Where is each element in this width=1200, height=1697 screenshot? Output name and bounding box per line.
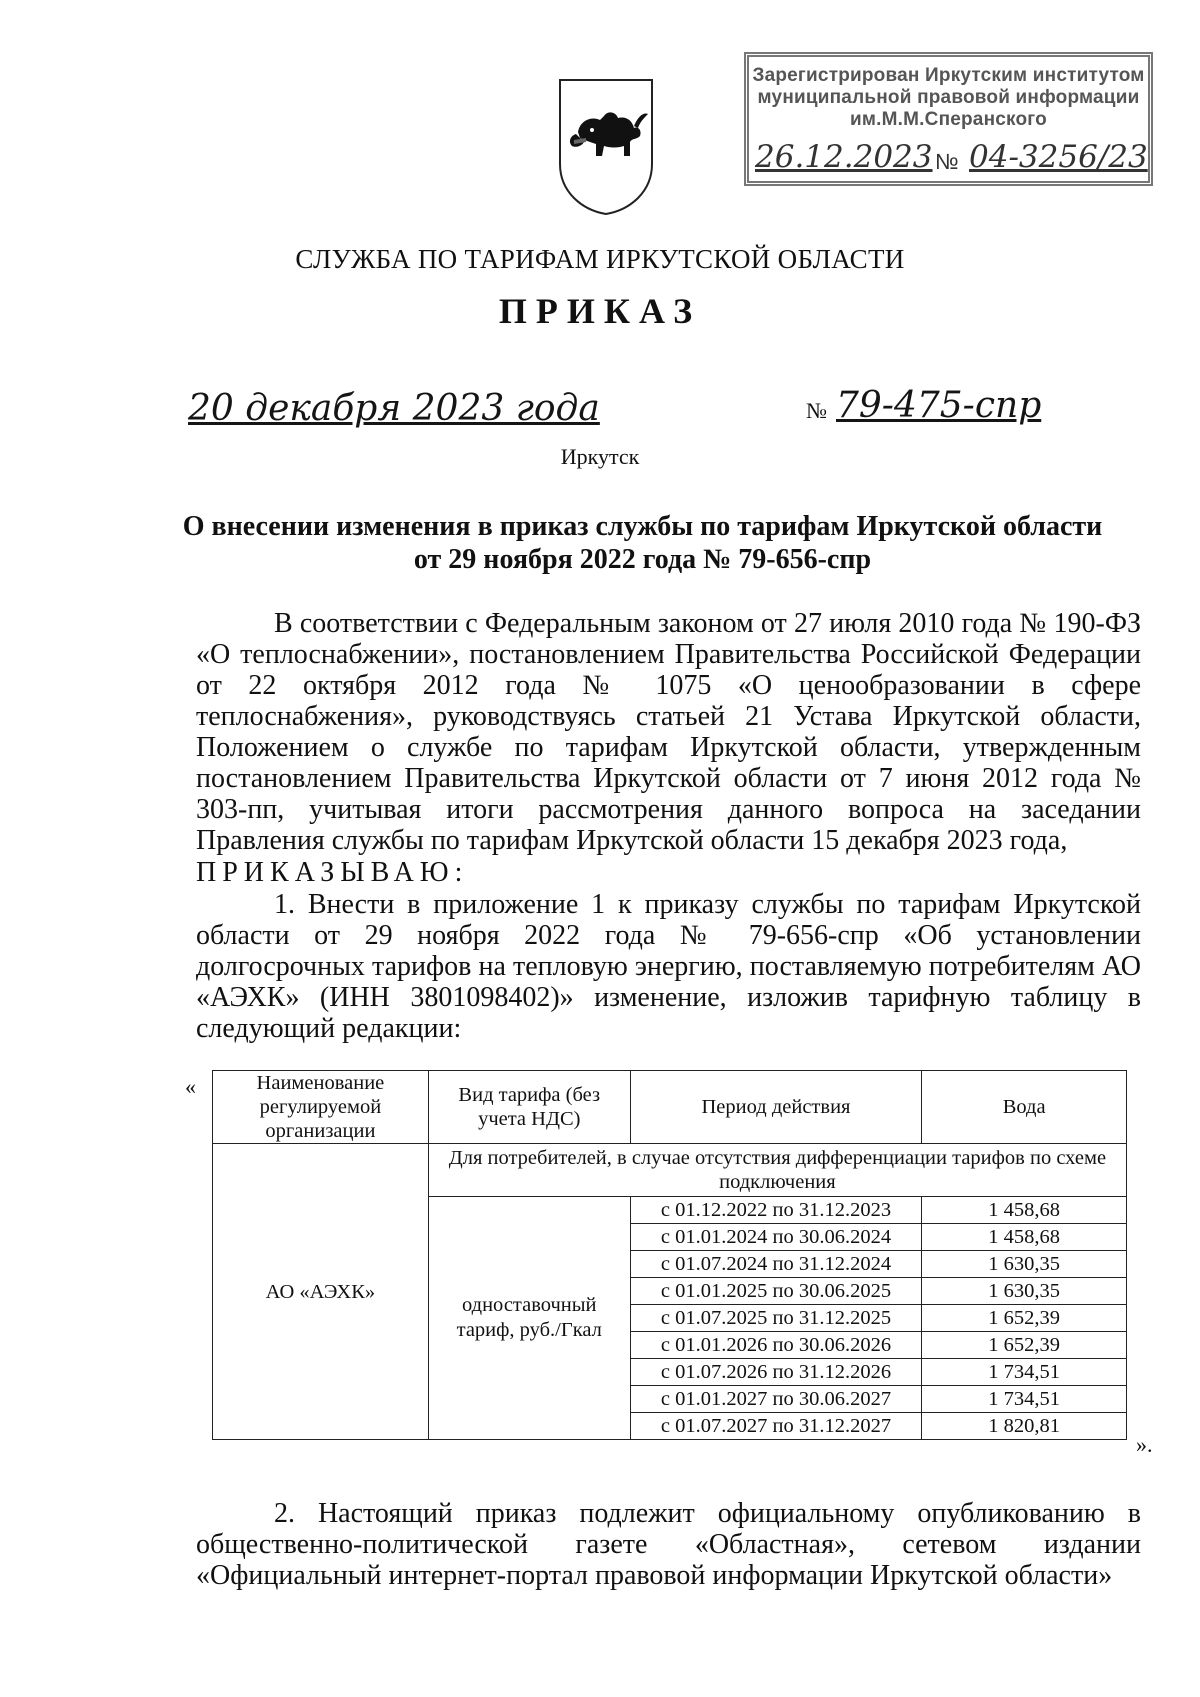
registration-stamp <box>744 52 1153 186</box>
value-cell: 1 734,51 <box>922 1359 1127 1386</box>
period-cell: с 01.07.2027 по 31.12.2027 <box>630 1413 922 1440</box>
coat-of-arms-emblem <box>556 76 656 216</box>
order-word: ПРИКАЗЫВАЮ: <box>196 857 469 888</box>
period-cell: с 01.07.2026 по 31.12.2026 <box>630 1359 922 1386</box>
period-cell: с 01.01.2025 по 30.06.2025 <box>630 1278 922 1305</box>
value-cell: 1 734,51 <box>922 1386 1127 1413</box>
agency-name: СЛУЖБА ПО ТАРИФАМ ИРКУТСКОЙ ОБЛАСТИ <box>295 244 905 274</box>
stamp-number: 04-3256/23 <box>969 139 1148 175</box>
value-cell: 1 630,35 <box>922 1278 1127 1305</box>
order-date: 20 декабря 2023 года <box>188 388 600 429</box>
header-org: Наименование регулируемой организации <box>213 1071 429 1144</box>
value-cell: 1 630,35 <box>922 1251 1127 1278</box>
period-cell: с 01.01.2027 по 30.06.2027 <box>630 1386 922 1413</box>
preamble-paragraph: В соответствии с Федеральным законом от 27 июля 2010 года № 190-ФЗ «О теплоснабжении», постановлением Правительства Российской Федерации от 22 октября 2012 года № 1075 «О ценообразовании в сфере теплоснабжения», руководствуясь статьей 21 Устава Иркутской области, Положением о службе по тарифам Иркутской области, утвержденным постановлением Правительства Иркутской области от 7 июня 2012 года № 303-пп, учитывая итоги рассмотрения данного вопроса на заседании Правления службы по тарифам Иркутской области 15 декабря 2023 года, <box>196 608 1141 856</box>
value-cell: 1 652,39 <box>922 1332 1127 1359</box>
period-cell: с 01.01.2024 по 30.06.2024 <box>630 1224 922 1251</box>
header-tariff: Вид тарифа (без учета НДС) <box>428 1071 630 1144</box>
value-cell: 1 652,39 <box>922 1305 1127 1332</box>
period-cell: с 01.07.2024 по 31.12.2024 <box>630 1251 922 1278</box>
stamp-line-1: Зарегистрирован Иркутским институтом <box>752 65 1145 86</box>
stamp-line-3: им.М.М.Сперанского <box>850 109 1047 130</box>
document-type: ПРИКАЗ <box>498 291 702 331</box>
tariff-type-cell: одноставочный тариф, руб./Гкал <box>428 1197 630 1440</box>
document-title <box>150 510 1135 576</box>
header-period: Период действия <box>630 1071 922 1144</box>
period-cell: с 01.01.2026 по 30.06.2026 <box>630 1332 922 1359</box>
value-cell: 1 458,68 <box>922 1197 1127 1224</box>
quote-close: ». <box>1136 1432 1153 1457</box>
period-cell: с 01.07.2025 по 31.12.2025 <box>630 1305 922 1332</box>
order-number: 79-475-спр <box>836 385 1042 426</box>
title-line-1: О внесении изменения в приказ службы по тарифам Иркутской области <box>182 511 1103 542</box>
title-line-2: от 29 ноября 2022 года № 79-656-спр <box>413 544 872 575</box>
table-header-row <box>213 1071 1127 1144</box>
stamp-date: 26.12.2023 <box>755 139 933 175</box>
item-2-paragraph: 2. Настоящий приказ подлежит официальному опубликованию в общественно-политической газете «Областная», сетевом издании «Официальный интернет-портал правовой информации Иркутской области» <box>196 1498 1141 1591</box>
header-value: Вода <box>922 1071 1127 1144</box>
quote-open: « <box>185 1074 196 1099</box>
order-number-label: № <box>806 398 827 423</box>
city: Иркутск <box>560 444 640 469</box>
value-cell: 1 820,81 <box>922 1413 1127 1440</box>
stamp-line-2: муниципальной правовой информации <box>757 87 1140 108</box>
period-cell: с 01.12.2022 по 31.12.2023 <box>630 1197 922 1224</box>
table-group-row <box>213 1144 1127 1197</box>
org-name-cell: АО «АЭХК» <box>213 1144 429 1440</box>
stamp-number-label: № <box>935 149 959 174</box>
tariff-table <box>212 1070 1127 1440</box>
group-label-cell: Для потребителей, в случае отсутствия дифференциации тарифов по схеме подключения <box>428 1144 1126 1197</box>
value-cell: 1 458,68 <box>922 1224 1127 1251</box>
item-1-paragraph: 1. Внести в приложение 1 к приказу службы по тарифам Иркутской области от 29 ноября 2022 года № 79-656-спр «Об установлении долгосрочных тарифов на тепловую энергию, поставляемую потребителям АО «АЭХК» (ИНН 3801098402)» изменение, изложив тарифную таблицу в следующий редакции: <box>196 889 1141 1044</box>
